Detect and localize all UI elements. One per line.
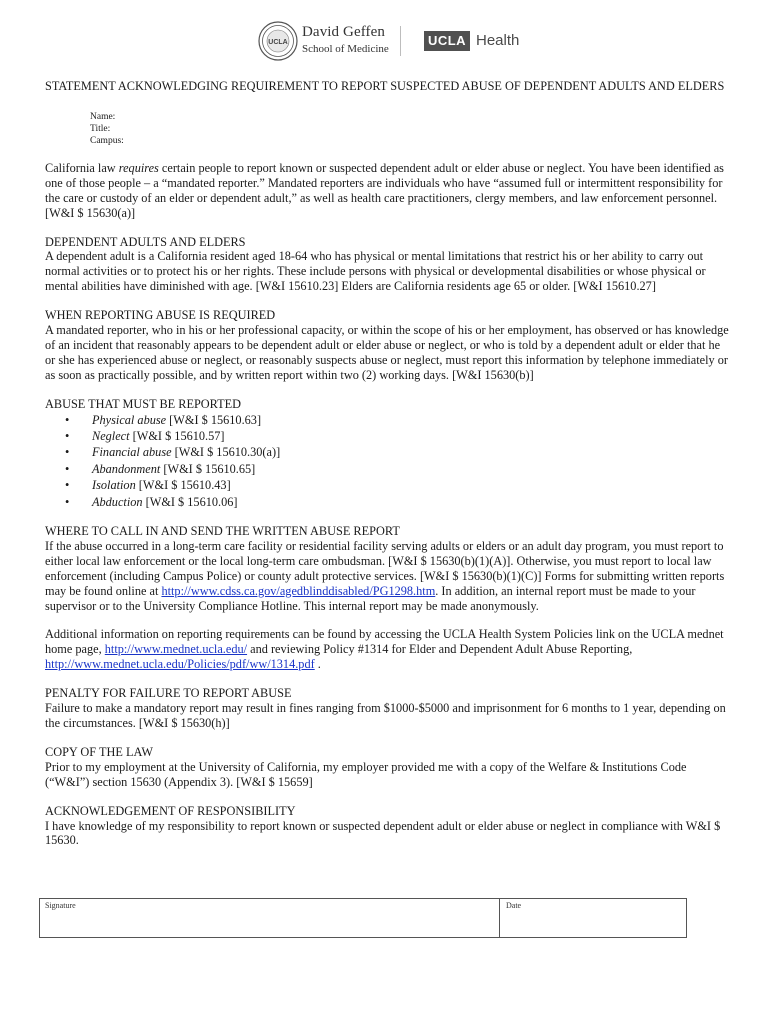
section-penalty xyxy=(45,686,729,731)
abuse-term: Abduction xyxy=(92,494,143,509)
section-body: Prior to my employment at the University of California, my employer provided me with a copy of the Welfare & Institutions Code (“W&I”) section 15630 (Appendix 3). [W&I $ 15659] xyxy=(45,759,687,789)
intro-text-1: California law xyxy=(45,160,119,175)
abuse-term: Financial abuse xyxy=(92,445,172,460)
signature-divider xyxy=(499,899,500,937)
where-text-2: . In addition, an internal report must be made to your supervisor or to the University Compliance Hotline. This internal report may be made anonymously. xyxy=(45,583,696,613)
abuse-ref: [W&I $ 15610.65] xyxy=(160,461,256,476)
list-item xyxy=(65,428,729,444)
section-body: A mandated reporter, who in his or her professional capacity, or within the scope of his or her employment, has observed or has knowledge of an incident that reasonably appears to be dependent adult or elder abuse or neglect, or who is told by a dependent adult or elder that he or she has experienced abuse or neglect, or reasonably suspects abuse or neglect, must report this information by telephone immediately or as soon as practically possible, and by written report within two (2) working days. [W&I 15630(b)] xyxy=(45,323,729,382)
section-body xyxy=(45,539,729,614)
section-heading: COPY OF THE LAW xyxy=(45,744,153,759)
mednet-home-link[interactable]: http://www.mednet.ucla.edu/ xyxy=(104,642,248,657)
institution-school: School of Medicine xyxy=(302,43,389,55)
abuse-term: Abandonment xyxy=(92,461,161,476)
abuse-term: Physical abuse xyxy=(92,412,167,427)
section-copy-of-law xyxy=(45,745,729,790)
seal-text: UCLA xyxy=(268,39,288,46)
abuse-ref: [W&I $ 15610.43] xyxy=(135,478,231,493)
institution-name: David Geffen xyxy=(302,24,385,40)
name-field-label: Name: xyxy=(90,111,116,122)
cdss-forms-link[interactable]: http://www.cdss.ca.gov/agedblinddisabled/PG1298.htm xyxy=(161,583,436,598)
intro-text-2: certain people to report known or suspected dependent adult or elder abuse or neglect. You have been identified as one of those people – a “mandated reporter.” Mandated reporters are individuals who have “assumed full or intermittent responsibility for the care or custody of an elder or dependent adult,” as well as health care practitioners, clergy members, and law enforcement personnel. [W&I $ 15630(a)] xyxy=(45,160,724,220)
list-item xyxy=(65,477,729,493)
section-dependent-adults xyxy=(45,235,729,295)
bullet-icon: • xyxy=(65,461,70,476)
section-acknowledgement xyxy=(45,804,729,849)
section-heading: ACKNOWLEDGEMENT OF RESPONSIBILITY xyxy=(45,803,296,818)
signature-box xyxy=(39,898,687,938)
bullet-icon: • xyxy=(65,494,70,509)
bullet-icon: • xyxy=(65,429,70,443)
section-heading: WHERE TO CALL IN AND SEND THE WRITTEN ABUSE REPORT xyxy=(45,524,400,539)
section-body: A dependent adult is a California resident aged 18-64 who has physical or mental limitations that restrict his or her ability to carry out normal activities or to protect his or her rights. These include persons with physical or developmental disabilities or whose physical or mental abilities have diminished with age. [W&I 15610.23] Elders are California residents age 65 or older. [W&I 15610.27] xyxy=(45,249,706,294)
bullet-icon: • xyxy=(65,445,70,460)
document-title: STATEMENT ACKNOWLEDGING REQUIREMENT TO REPORT SUSPECTED ABUSE OF DEPENDENT ADULTS AND ELDERS xyxy=(45,79,725,93)
ucla-health-badge: UCLA xyxy=(424,31,470,51)
abuse-ref: [W&I $ 15610.57] xyxy=(129,429,225,443)
section-when-reporting xyxy=(45,308,729,383)
abuse-ref: [W&I $ 15610.63] xyxy=(166,412,262,427)
additional-text-1: Additional information on reporting requirements can be found by accessing the UCLA Health System Policies link on the UCLA mednet home page, xyxy=(45,627,724,657)
section-heading: ABUSE THAT MUST BE REPORTED xyxy=(45,396,242,411)
additional-info-paragraph xyxy=(45,627,729,672)
additional-text-3: . xyxy=(314,657,321,672)
section-body: Failure to make a mandatory report may result in fines ranging from $1000-$5000 and imprisonment for 6 months to 1 year, depending on the circumstances. [W&I $ 15630(h)] xyxy=(45,701,726,730)
abuse-ref: [W&I $ 15610.06] xyxy=(142,494,238,509)
ucla-seal-icon xyxy=(258,21,298,61)
header-logos xyxy=(258,20,528,62)
bullet-icon: • xyxy=(65,478,70,493)
date-field[interactable]: Date xyxy=(506,901,522,910)
section-heading: DEPENDENT ADULTS AND ELDERS xyxy=(45,234,246,249)
policy-1314-link[interactable]: http://www.mednet.ucla.edu/Policies/pdf/ww/1314.pdf xyxy=(45,657,315,672)
abuse-ref: [W&I $ 15610.30(a)] xyxy=(171,445,281,460)
bullet-icon: • xyxy=(65,412,70,427)
abuse-term: Neglect xyxy=(92,429,130,443)
list-item xyxy=(65,461,729,477)
section-abuse-types xyxy=(45,397,729,510)
section-heading: WHEN REPORTING ABUSE IS REQUIRED xyxy=(45,308,276,323)
abuse-term: Isolation xyxy=(92,478,136,493)
intro-emphasis: requires xyxy=(118,160,159,175)
campus-field-label: Campus: xyxy=(90,135,124,146)
abuse-list xyxy=(45,412,729,510)
list-item xyxy=(65,494,729,510)
signature-field[interactable]: Signature xyxy=(45,901,76,910)
where-text-1: If the abuse occurred in a long-term care facility or residential facility serving adults or elders or an adult day program, you must report to either local law enforcement or the local long-term care ombudsman. [W&I $ 15630(b)(1)(A)]. Otherwise, you must report to local law enforcement (including Campus Police) or county adult protective services. [W&I $ 15630(b)(1)(C)] Forms for submitting written reports may be found online at xyxy=(45,538,725,598)
intro-paragraph xyxy=(45,161,729,221)
employee-fields xyxy=(90,111,729,147)
section-heading: PENALTY FOR FAILURE TO REPORT ABUSE xyxy=(45,686,292,701)
header-divider xyxy=(400,26,401,56)
health-label: Health xyxy=(476,32,520,49)
section-body: I have knowledge of my responsibility to report known or suspected dependent adult or elder abuse or neglect in compliance with W&I $ 15630. xyxy=(45,818,721,848)
list-item xyxy=(65,444,729,460)
document-body xyxy=(45,79,729,848)
section-where-to-call xyxy=(45,524,729,613)
list-item xyxy=(65,412,729,428)
title-field-label: Title: xyxy=(90,123,111,134)
additional-text-2: and reviewing Policy #1314 for Elder and Dependent Adult Abuse Reporting, xyxy=(247,642,633,657)
